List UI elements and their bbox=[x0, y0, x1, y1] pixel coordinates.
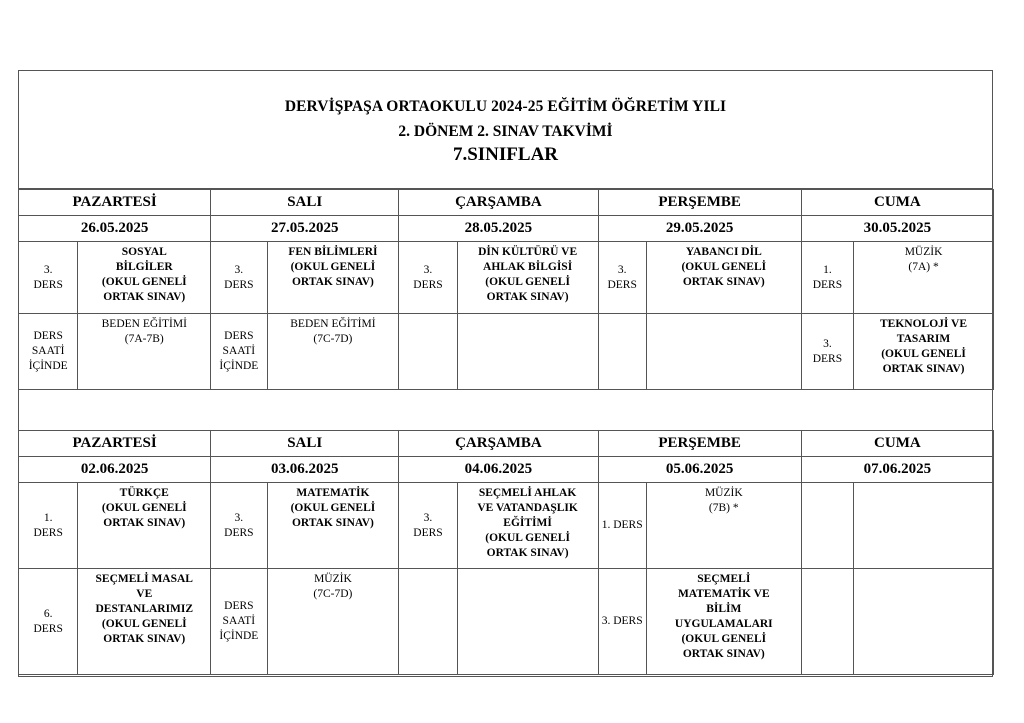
exam-subject: SEÇMELİ MATEMATİK VE BİLİM UYGULAMALARI (OKUL GENELİ ORTAK SINAV) bbox=[646, 569, 801, 675]
exam-subject: BEDEN EĞİTİMİ (7A-7B) bbox=[78, 314, 211, 390]
date-header-5: 07.06.2025 bbox=[801, 457, 993, 483]
date-header-1: 26.05.2025 bbox=[19, 216, 211, 242]
day-header-3: ÇARŞAMBA bbox=[399, 431, 598, 457]
exam-subject bbox=[457, 314, 598, 390]
day-header-5: CUMA bbox=[801, 431, 993, 457]
day-header-1: PAZARTESİ bbox=[19, 431, 211, 457]
period-label: DERS SAATİ İÇİNDE bbox=[211, 314, 267, 390]
exam-subject bbox=[646, 314, 801, 390]
period-label: 1. DERS bbox=[598, 483, 646, 569]
period-label: 3. DERS bbox=[801, 314, 853, 390]
period-label bbox=[399, 314, 457, 390]
exam-row bbox=[19, 314, 994, 390]
exam-subject: SEÇMELİ MASAL VE DESTANLARIMIZ (OKUL GENELİ ORTAK SINAV) bbox=[78, 569, 211, 675]
period-label: DERS SAATİ İÇİNDE bbox=[19, 314, 78, 390]
period-label bbox=[399, 569, 457, 675]
exam-subject: MATEMATİK (OKUL GENELİ ORTAK SINAV) bbox=[267, 483, 399, 569]
date-header-2: 03.06.2025 bbox=[211, 457, 399, 483]
period-label: 3. DERS bbox=[211, 242, 267, 314]
week1-table bbox=[18, 189, 994, 390]
day-header-5: CUMA bbox=[801, 190, 993, 216]
title-block bbox=[19, 71, 992, 189]
date-header-3: 04.06.2025 bbox=[399, 457, 598, 483]
week2-table bbox=[18, 430, 994, 675]
exam-calendar-title: 2. DÖNEM 2. SINAV TAKVİMİ bbox=[398, 123, 613, 140]
school-title: DERVİŞPAŞA ORTAOKULU 2024-25 EĞİTİM ÖĞRETİM YILI bbox=[284, 98, 727, 115]
exam-subject: SOSYAL BİLGİLER (OKUL GENELİ ORTAK SINAV) bbox=[78, 242, 211, 314]
exam-subject: FEN BİLİMLERİ (OKUL GENELİ ORTAK SINAV) bbox=[267, 242, 399, 314]
exam-subject: MÜZİK (7A) * bbox=[854, 242, 994, 314]
schedule-frame bbox=[18, 70, 993, 677]
period-label: 3. DERS bbox=[399, 242, 457, 314]
period-label bbox=[801, 483, 853, 569]
day-header-2: SALI bbox=[211, 431, 399, 457]
exam-subject bbox=[854, 483, 994, 569]
period-label: 6. DERS bbox=[19, 569, 78, 675]
exam-subject: MÜZİK (7B) * bbox=[646, 483, 801, 569]
day-header-4: PERŞEMBE bbox=[598, 190, 801, 216]
day-header-4: PERŞEMBE bbox=[598, 431, 801, 457]
exam-subject bbox=[457, 569, 598, 675]
day-header-3: ÇARŞAMBA bbox=[399, 190, 598, 216]
exam-subject: MÜZİK (7C-7D) bbox=[267, 569, 399, 675]
grade-title: 7.SINIFLAR bbox=[452, 144, 559, 165]
date-header-1: 02.06.2025 bbox=[19, 457, 211, 483]
day-header-2: SALI bbox=[211, 190, 399, 216]
period-label: 3. DERS bbox=[211, 483, 267, 569]
period-label bbox=[598, 314, 646, 390]
date-header-2: 27.05.2025 bbox=[211, 216, 399, 242]
period-label: DERS SAATİ İÇİNDE bbox=[211, 569, 267, 675]
date-header-5: 30.05.2025 bbox=[801, 216, 993, 242]
period-label: 1. DERS bbox=[801, 242, 853, 314]
date-header-4: 05.06.2025 bbox=[598, 457, 801, 483]
exam-subject: TEKNOLOJİ VE TASARIM (OKUL GENELİ ORTAK SINAV) bbox=[854, 314, 994, 390]
period-label: 3. DERS bbox=[19, 242, 78, 314]
period-label: 1. DERS bbox=[19, 483, 78, 569]
day-header-1: PAZARTESİ bbox=[19, 190, 211, 216]
exam-subject: BEDEN EĞİTİMİ (7C-7D) bbox=[267, 314, 399, 390]
exam-subject: DİN KÜLTÜRÜ VE AHLAK BİLGİSİ (OKUL GENELİ ORTAK SINAV) bbox=[457, 242, 598, 314]
period-label: 3. DERS bbox=[399, 483, 457, 569]
period-label: 3. DERS bbox=[598, 569, 646, 675]
exam-subject bbox=[854, 569, 994, 675]
exam-row bbox=[19, 242, 994, 314]
date-header-3: 28.05.2025 bbox=[399, 216, 598, 242]
date-header-4: 29.05.2025 bbox=[598, 216, 801, 242]
exam-subject: YABANCI DİL (OKUL GENELİ ORTAK SINAV) bbox=[646, 242, 801, 314]
exam-subject: TÜRKÇE (OKUL GENELİ ORTAK SINAV) bbox=[78, 483, 211, 569]
period-label: 3. DERS bbox=[598, 242, 646, 314]
exam-row bbox=[19, 569, 994, 675]
exam-row bbox=[19, 483, 994, 569]
exam-subject: SEÇMELİ AHLAK VE VATANDAŞLIK EĞİTİMİ (OKUL GENELİ ORTAK SINAV) bbox=[457, 483, 598, 569]
period-label bbox=[801, 569, 853, 675]
